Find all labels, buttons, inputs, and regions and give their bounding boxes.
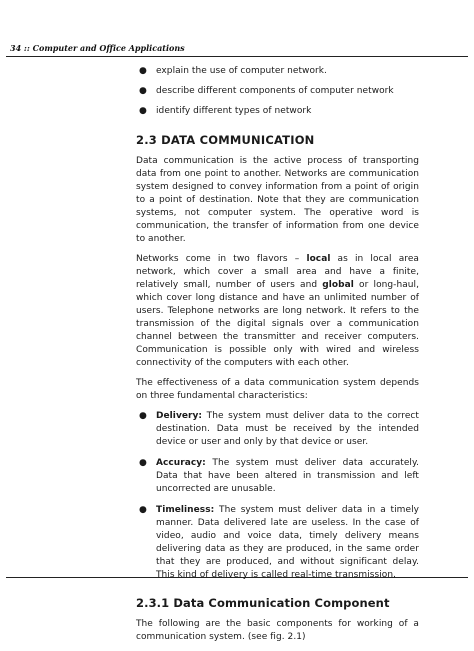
bullet-icon: ● [139, 106, 147, 116]
term-accuracy: Accuracy: [156, 458, 206, 468]
bullet-icon: ● [139, 86, 147, 96]
section-heading: 2.3 DATA COMMUNICATION [136, 133, 315, 147]
paragraph-components: The following are the basic components for working of a communication system. (see fig. 2.1) [136, 619, 419, 642]
list-item [136, 85, 419, 98]
page-body [136, 61, 419, 651]
text-run: as in local area network, which cover a small area and have a finite, relatively small, number of users and [136, 254, 419, 290]
list-item [136, 504, 419, 582]
running-head: 34 :: Computer and Office Applications [10, 43, 185, 53]
bullet-icon: ● [139, 505, 147, 515]
list-item [136, 457, 419, 496]
objectives-list [136, 65, 419, 118]
term-description: The system must deliver data in a timely manner. Data delivered late are useless. In the case of video, audio and voice data, timely delivery means delivering data as they are produced, in the same order that they are produced, and without significant delay. This kind of delivery is called real-time transmission. [156, 505, 419, 580]
term-timeliness: Timeliness: [156, 505, 215, 515]
keyword-global: global [322, 280, 354, 290]
bullet-icon: ● [139, 458, 147, 468]
header-rule [6, 56, 468, 57]
objective-text: identify different types of network [156, 106, 312, 116]
term-delivery: Delivery: [156, 411, 203, 421]
objective-text: describe different components of computer network [156, 86, 394, 96]
term-description: The system must deliver data accurately. Data that have been altered in transmission and left uncorrected are unusable. [156, 458, 419, 494]
keyword-local: local [306, 254, 331, 264]
paragraph-effectiveness: The effectiveness of a data communication system depends on three fundamental characteristics: [136, 378, 419, 401]
list-item [136, 410, 419, 449]
paragraph-intro: Data communication is the active process of transporting data from one point to another. Networks are communication system designed to convey information from a point of origin to a point of destination. Note that they are communication systems, not computer system. The operative word is communication, the transfer of information from one device to another. [136, 156, 419, 244]
paragraph-network-flavors [136, 253, 419, 370]
footer-rule [6, 577, 468, 578]
text-run: or long-haul, which cover long distance and have an unlimited number of users. Telephone networks are long network. It refers to the transmission of the digital signals over a communication channel between the transmitter and receiver computers. Communication is possible only with wired and wireless connectivity of the computers with each other. [136, 280, 419, 368]
bullet-icon: ● [139, 411, 147, 421]
term-description: The system must deliver data to the correct destination. Data must be received by the intended device or user and only by that device or user. [156, 411, 419, 447]
subsection-heading: 2.3.1 Data Communication Component [136, 596, 390, 610]
list-item [136, 105, 419, 118]
objective-text: explain the use of computer network. [156, 66, 327, 76]
characteristics-list [136, 410, 419, 582]
bullet-icon: ● [139, 66, 147, 76]
text-run: Networks come in two flavors – [136, 254, 307, 264]
list-item [136, 65, 419, 78]
